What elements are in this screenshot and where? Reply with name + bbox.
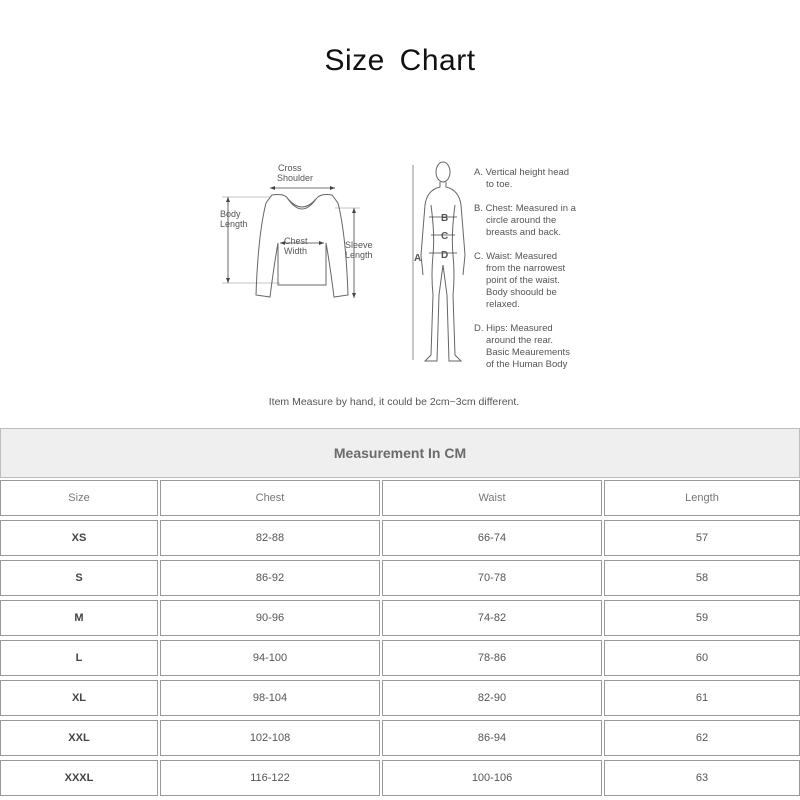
legend-item-b: B. Chest: Measured in a circle around the breasts and back.: [474, 203, 576, 238]
table-cell-size: XXL: [0, 720, 158, 756]
column-header-waist: Waist: [382, 480, 602, 516]
sleeve-length-label-2: Length: [345, 250, 373, 260]
table-cell-chest: 98-104: [160, 680, 380, 716]
sweater-measurement-diagram: [210, 155, 390, 305]
table-cell-waist: 66-74: [382, 520, 602, 556]
table-cell-chest: 82-88: [160, 520, 380, 556]
table-cell-length: 63: [604, 760, 800, 796]
table-cell-chest: 86-92: [160, 560, 380, 596]
legend-item-c: C. Waist: Measured from the narrowest point of the waist. Body shoould be relaxed.: [474, 251, 566, 310]
table-cell-length: 60: [604, 640, 800, 676]
column-header-chest: Chest: [160, 480, 380, 516]
page-title: Size Chart: [324, 44, 476, 77]
body-measurement-diagram: [405, 155, 485, 370]
measurement-note: Item Measure by hand, it could be 2cm~3cm different.: [268, 396, 520, 408]
table-cell-size: XXXL: [0, 760, 158, 796]
measurement-legend: [474, 167, 594, 383]
table-title: Measurement In CM: [0, 428, 800, 478]
table-cell-waist: 86-94: [382, 720, 602, 756]
table-cell-waist: 78-86: [382, 640, 602, 676]
legend-item-a: A. Vertical height head to toe.: [474, 167, 570, 190]
table-cell-waist: 74-82: [382, 600, 602, 636]
table-cell-length: 59: [604, 600, 800, 636]
table-cell-size: XS: [0, 520, 158, 556]
body-length-label-2: Length: [220, 219, 248, 229]
table-cell-chest: 90-96: [160, 600, 380, 636]
sleeve-length-label-1: Sleeve: [345, 240, 373, 250]
marker-c: C: [441, 231, 449, 242]
cross-shoulder-label-2: Shoulder: [277, 173, 314, 183]
marker-d: D: [441, 250, 449, 261]
column-header-size: Size: [0, 480, 158, 516]
table-cell-length: 62: [604, 720, 800, 756]
table-cell-chest: 94-100: [160, 640, 380, 676]
legend-item-d: D. Hips: Measured around the rear. Basic Meaurements of the Human Body: [474, 323, 570, 370]
chest-width-label-2: Width: [284, 246, 308, 256]
table-cell-chest: 102-108: [160, 720, 380, 756]
table-cell-waist: 70-78: [382, 560, 602, 596]
table-cell-length: 57: [604, 520, 800, 556]
cross-shoulder-label-1: Cross: [278, 163, 302, 173]
table-cell-size: S: [0, 560, 158, 596]
table-cell-length: 61: [604, 680, 800, 716]
table-cell-waist: 82-90: [382, 680, 602, 716]
table-cell-size: L: [0, 640, 158, 676]
column-header-length: Length: [604, 480, 800, 516]
marker-a: A: [414, 253, 422, 264]
table-cell-size: M: [0, 600, 158, 636]
body-length-label-1: Body: [220, 209, 241, 219]
chest-width-label-1: Chest: [284, 236, 308, 246]
marker-b: B: [441, 213, 449, 224]
size-table: [0, 428, 800, 800]
table-cell-length: 58: [604, 560, 800, 596]
table-cell-chest: 116-122: [160, 760, 380, 796]
table-cell-size: XL: [0, 680, 158, 716]
table-cell-waist: 100-106: [382, 760, 602, 796]
